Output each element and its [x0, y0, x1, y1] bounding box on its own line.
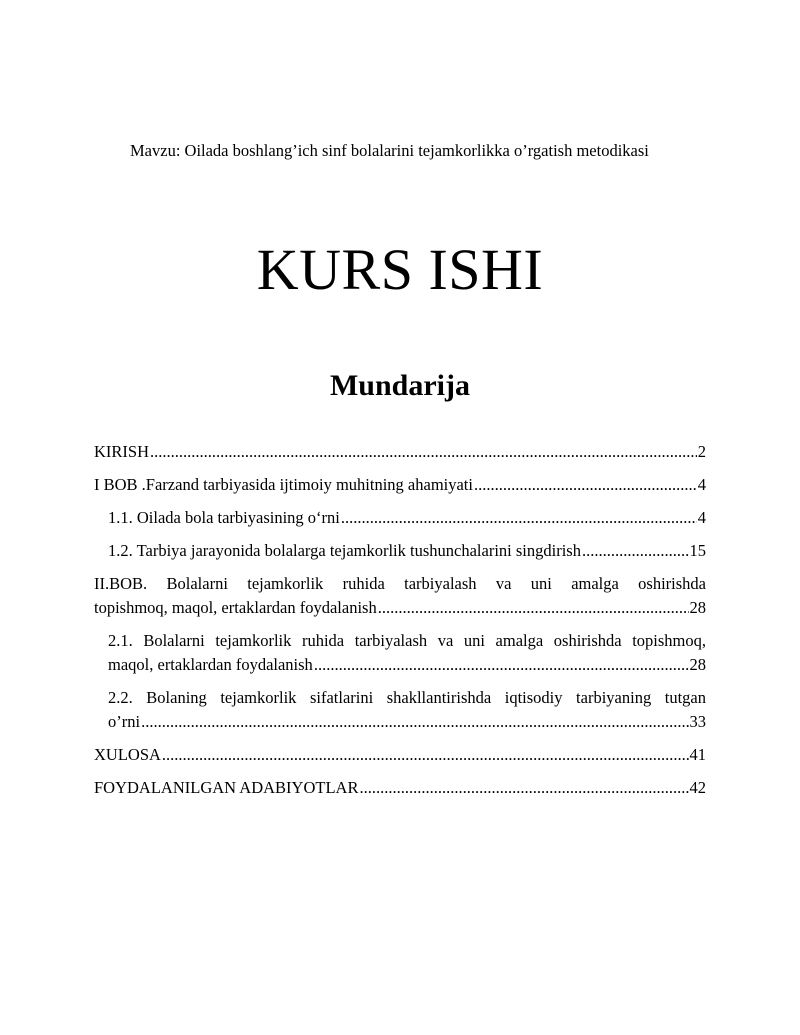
toc-leader-dots [162, 743, 689, 767]
toc-entry-text: FOYDALANILGAN ADABIYOTLAR [94, 778, 359, 797]
toc-entry-text: XULOSA [94, 745, 161, 764]
toc-entry-text-line-2: o’rni [108, 712, 141, 731]
toc-entry-chapter-1[interactable] [94, 473, 706, 497]
toc-entry-section-2-1[interactable] [94, 629, 706, 677]
toc-entry-section-1-1[interactable] [94, 506, 706, 530]
toc-entry-line-2 [108, 710, 706, 734]
toc-entry-kirish[interactable] [94, 440, 706, 464]
toc-entry-line-2 [94, 596, 706, 620]
toc-entry-xulosa[interactable] [94, 743, 706, 767]
toc-leader-dots [341, 506, 697, 530]
toc-page-number: 28 [689, 655, 706, 674]
subject-line: Mavzu: Oilada boshlang’ich sinf bolalarini tejamkorlikka o’rgatish metodikasi [130, 141, 649, 160]
toc-entry-text-line-1: 2.2. Bolaning tejamkorlik sifatlarini shakllantirishda iqtisodiy tarbiyaning tutgan [108, 688, 706, 707]
toc-entry-bibliography[interactable] [94, 776, 706, 800]
toc-entry-chapter-2[interactable] [94, 572, 706, 620]
toc-page-number: 28 [689, 598, 706, 617]
toc-leader-dots [582, 539, 689, 563]
toc-entry-text-line-1: 2.1. Bolalarni tejamkorlik ruhida tarbiyalash va uni amalga oshirishda topishmoq, [108, 631, 706, 650]
table-of-contents [94, 440, 706, 809]
toc-entry-section-2-2[interactable] [94, 686, 706, 734]
toc-entry-text: I BOB .Farzand tarbiyasida ijtimoiy muhitning ahamiyati [94, 475, 473, 494]
document-title: KURS ISHI [256, 237, 544, 302]
toc-leader-dots [359, 776, 688, 800]
toc-entry-text-line-2: topishmoq, maqol, ertaklardan foydalanish [94, 598, 377, 617]
toc-entry-text-line-1: II.BOB. Bolalarni tejamkorlik ruhida tarbiyalash va uni amalga oshirishda [94, 574, 706, 593]
toc-page-number: 4 [697, 475, 706, 494]
toc-leader-dots [378, 596, 689, 620]
toc-page-number: 15 [689, 541, 706, 560]
toc-page-number: 41 [689, 745, 706, 764]
toc-heading: Mundarija [329, 369, 470, 402]
toc-entry-text-line-2: maqol, ertaklardan foydalanish [108, 655, 313, 674]
toc-page-number: 33 [689, 712, 706, 731]
toc-leader-dots [150, 440, 697, 464]
toc-page-number: 4 [697, 508, 706, 527]
toc-page-number: 42 [689, 778, 706, 797]
toc-entry-section-1-2[interactable] [94, 539, 706, 563]
toc-entry-text: 1.2. Tarbiya jarayonida bolalarga tejamkorlik tushunchalarini singdirish [108, 541, 581, 560]
toc-leader-dots [474, 473, 697, 497]
toc-entry-line-2 [108, 653, 706, 677]
toc-leader-dots [141, 710, 688, 734]
toc-entry-text: 1.1. Oilada bola tarbiyasining o‘rni [108, 508, 340, 527]
toc-entry-text: KIRISH [94, 442, 150, 461]
toc-page-number: 2 [697, 442, 706, 461]
toc-leader-dots [314, 653, 689, 677]
